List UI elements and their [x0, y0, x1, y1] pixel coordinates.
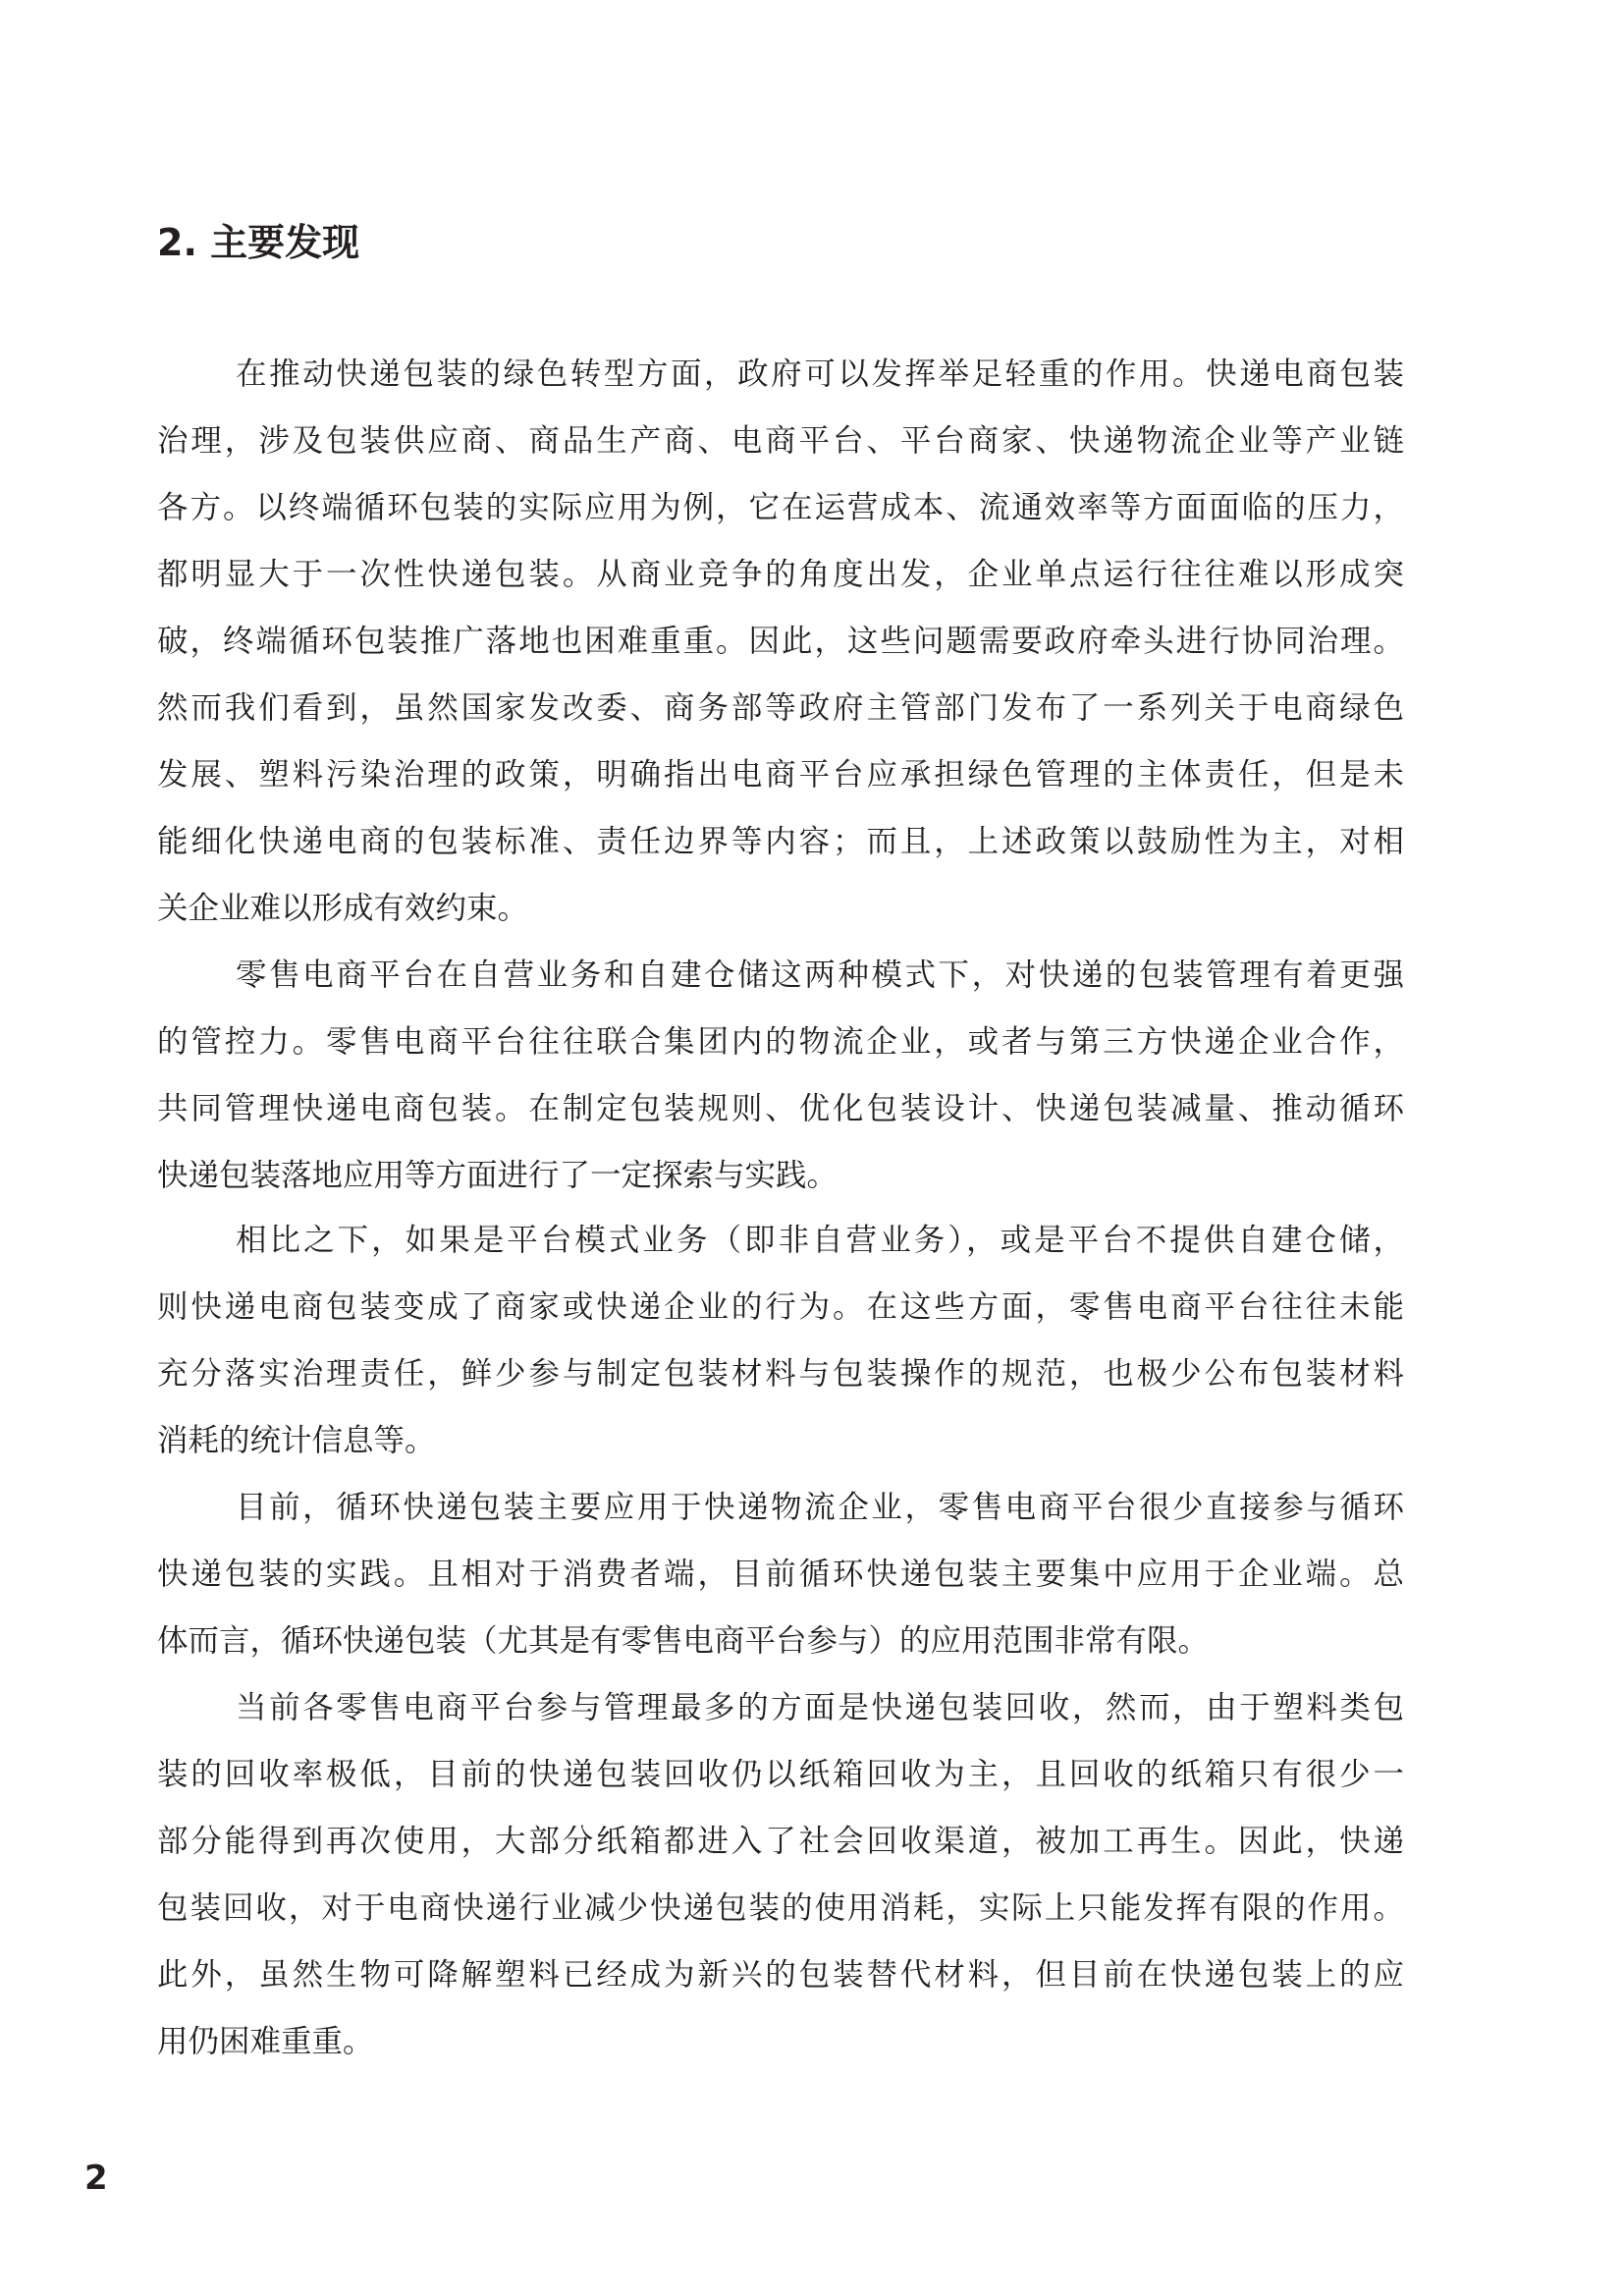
section-title: 2. 主要发现 [157, 221, 360, 264]
paragraph-line: 共同管理快递电商包装。在制定包装规则、优化包装设计、快递包装减量、推动循环 [157, 1091, 1404, 1126]
paragraph-line: 快递包装落地应用等方面进行了一定探索与实践。 [157, 1158, 839, 1193]
paragraph-line: 目前，循环快递包装主要应用于快递物流企业，零售电商平台很少直接参与循环 [236, 1490, 1404, 1525]
paragraph-line: 然而我们看到，虽然国家发改委、商务部等政府主管部门发布了一系列关于电商绿色 [157, 690, 1404, 726]
paragraph-line: 快递包装的实践。且相对于消费者端，目前循环快递包装主要集中应用于企业端。总 [157, 1557, 1404, 1592]
paragraph-line: 相比之下，如果是平台模式业务（即非自营业务），或是平台不提供自建仓储， [236, 1223, 1404, 1258]
paragraph-line: 的管控力。零售电商平台往往联合集团内的物流企业，或者与第三方快递企业合作， [157, 1024, 1404, 1060]
paragraph-line: 当前各零售电商平台参与管理最多的方面是快递包装回收，然而，由于塑料类包 [236, 1690, 1404, 1725]
paragraph-line: 治理，涉及包装供应商、商品生产商、电商平台、平台商家、快递物流企业等产业链 [157, 423, 1404, 459]
paragraph-line: 消耗的统计信息等。 [157, 1423, 436, 1458]
paragraph-line: 装的回收率极低，目前的快递包装回收仍以纸箱回收为主，且回收的纸箱只有很少一 [157, 1757, 1404, 1792]
paragraph-line: 各方。以终端循环包装的实际应用为例，它在运营成本、流通效率等方面面临的压力， [157, 490, 1404, 525]
paragraph-line: 包装回收，对于电商快递行业减少快递包装的使用消耗，实际上只能发挥有限的作用。 [157, 1890, 1404, 1926]
paragraph-line: 部分能得到再次使用，大部分纸箱都进入了社会回收渠道，被加工再生。因此，快递 [157, 1824, 1404, 1859]
paragraph-line: 零售电商平台在自营业务和自建仓储这两种模式下，对快递的包装管理有着更强 [236, 957, 1404, 993]
paragraph-line: 能细化快递电商的包装标准、责任边界等内容；而且，上述政策以鼓励性为主，对相 [157, 824, 1404, 859]
paragraph-line: 用仍困难重重。 [157, 2024, 374, 2059]
paragraph-line: 关企业难以形成有效约束。 [157, 891, 529, 926]
paragraph-line: 此外，虽然生物可降解塑料已经成为新兴的包装替代材料，但目前在快递包装上的应 [157, 1957, 1404, 1993]
paragraph-line: 都明显大于一次性快递包装。从商业竞争的角度出发，企业单点运行往往难以形成突 [157, 557, 1404, 592]
paragraph-line: 发展、塑料污染治理的政策，明确指出电商平台应承担绿色管理的主体责任，但是未 [157, 757, 1404, 793]
paragraph-line: 则快递电商包装变成了商家或快递企业的行为。在这些方面，零售电商平台往往未能 [157, 1289, 1404, 1325]
paragraph-line: 破，终端循环包装推广落地也困难重重。因此，这些问题需要政府牵头进行协同治理。 [157, 624, 1404, 659]
paragraph-line: 充分落实治理责任，鲜少参与制定包装材料与包装操作的规范，也极少公布包装材料 [157, 1356, 1404, 1392]
paragraph-line: 在推动快递包装的绿色转型方面，政府可以发挥举足轻重的作用。快递电商包装 [236, 356, 1404, 392]
page-number: 2 [84, 2159, 108, 2198]
paragraph-line: 体而言，循环快递包装（尤其是有零售电商平台参与）的应用范围非常有限。 [157, 1623, 1210, 1659]
